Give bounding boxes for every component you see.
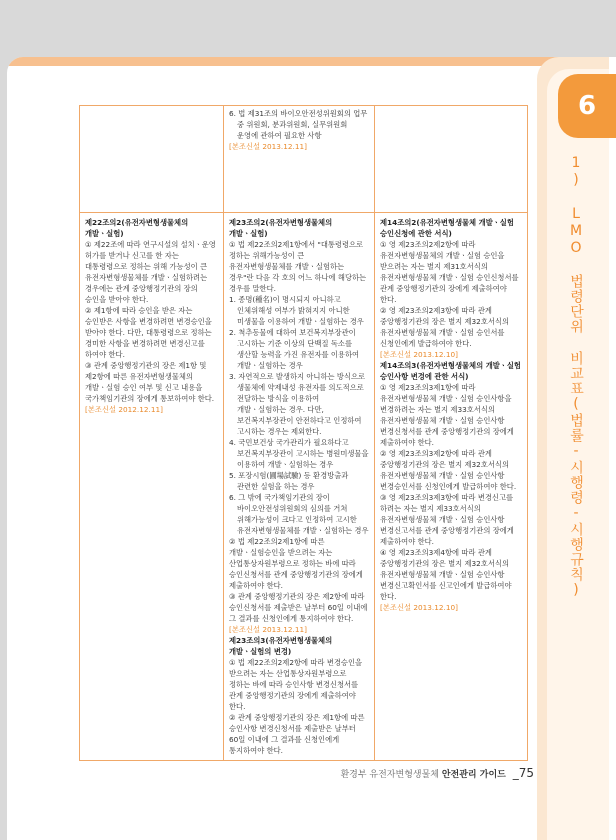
footer-guide: 안전관리 가이드	[441, 770, 506, 780]
cell-rule-empty	[375, 106, 528, 213]
paragraph: ② 영 제23조의3제2항에 따라 관계 중앙행정기관의 장은 별지 제32호서식의 유전자변형생물체 개발ㆍ실험 승인사항 변경승인서를 신청인에게 발급하여야 한다.	[380, 449, 517, 491]
paragraph: ② 관계 중앙행정기관의 장은 제1항에 따른 승인사항 변경신청서를 제출받은 날부터 60일 이내에 그 결과를 신청인에게 통지하여야 한다.	[229, 713, 365, 755]
article-title: 제23조의2(유전자변형생물체의 개발ㆍ실험)	[229, 218, 333, 238]
article-title: 제23조의3(유전자변형생물체의 개발ㆍ실험의 변경)	[229, 636, 333, 656]
list-item: 5. 포장시험(圃場試驗) 등 환경방출과 관련한 실험을 하는 경우	[229, 471, 349, 491]
list-item: 3. 자연적으로 발생하지 아니하는 방식으로 생물체에 약제내성 유전자를 의도적으로 전달하는 방식을 이용하여 개발ㆍ실험하는 경우. 다만, 보건복지부장관이 안전하다고 인정하여 고시하는 경우는 제외한다.	[229, 372, 366, 436]
cell-decree	[224, 213, 375, 761]
list-item: 2. 척추동물에 대하여 보건복지부장관이 고시하는 기준 이상의 단백질 독소를 생산할 능력을 가진 유전자를 이용하여 개발ㆍ실험하는 경우	[229, 328, 360, 370]
chapter-number: 6	[558, 74, 616, 138]
paragraph: ③ 영 제23조의3제3항에 따라 변경신고를 하려는 자는 별지 제33호서식의 유전자변형생물체 개발ㆍ실험 승인사항 변경신고서를 관계 중앙행정기관의 장에게 제출하여야 한다.	[380, 493, 514, 546]
cell-rule	[375, 213, 528, 761]
chapter-title: 1) LMO 법령단위 비교표(법률-시행령-시행규칙)	[568, 155, 584, 599]
enactment-tag: [본조신설 2013.12.10]	[380, 603, 458, 612]
page	[7, 57, 616, 840]
article-title: 제14조의2(유전자변형생물체 개발ㆍ실험 승인신청에 관한 서식)	[380, 218, 514, 238]
paragraph: ③ 관계 중앙행정기관의 장은 제1항 및 제2항에 따른 유전자변형생물체의 개발ㆍ실험 승인 여부 및 신고 내용을 국가책임기관의 장에게 통보하여야 한다.	[85, 361, 215, 403]
cell-decree-top	[224, 106, 375, 213]
paragraph: ① 제22조에 따라 연구시설의 설치ㆍ운영 허가를 받거나 신고를 한 자는 대통령령으로 정하는 위해 가능성이 큰 유전자변형생물체를 개발ㆍ실험하려는 경우에는 관계 중앙행정기관의 장의 승인을 받아야 한다.	[85, 240, 216, 304]
paragraph: ① 법 제22조의2제2항에 따라 변경승인을 받으려는 자는 산업통상자원부령으로 정하는 바에 따라 승인사항 변경신청서를 관계 중앙행정기관의 장에게 제출하여야 한다.	[229, 658, 363, 711]
cell-law	[80, 213, 224, 761]
page-number: _75	[512, 766, 534, 780]
decree-item-6: 6. 법 제31조의 바이오안전성위원회의 업무 중 위원회, 분과위원회, 실무위원회 운영에 관하여 필요한 사항	[229, 109, 368, 140]
paragraph: ① 법 제22조의2제1항에서 "대통령령으로 정하는 위해가능성이 큰 유전자변형생물체를 개발ㆍ실험하는 경우"란 다음 각 호의 어느 하나에 해당하는 경우를 말한다.	[229, 240, 367, 293]
paragraph: ② 제1항에 따라 승인을 받은 자는 승인받은 사항을 변경하려면 변경승인을 받아야 한다. 다만, 대통령령으로 정하는 경미한 사항을 변경하려면 변경신고를 하여야 한다.	[85, 306, 212, 359]
table-row	[80, 213, 528, 761]
paragraph: ① 영 제23조의2제2항에 따라 유전자변형생물체의 개발ㆍ실험 승인을 받으려는 자는 별지 제31호서식의 유전자변형생물체 개발ㆍ실험 승인신청서를 관계 중앙행정기관의 장에게 제출하여야 한다.	[380, 240, 519, 304]
paragraph: ④ 영 제23조의3제4항에 따라 관계 중앙행정기관의 장은 별지 제32호서식의 유전자변형생물체 개발ㆍ실험 승인사항 변경신고확인서를 신고인에게 발급하여야 한다.	[380, 548, 512, 601]
enactment-tag: [본조신설 2013.12.11]	[229, 142, 307, 151]
paragraph: ③ 관계 중앙행정기관의 장은 제2항에 따라 승인신청서를 제출받은 날부터 60일 이내에 그 결과를 신청인에게 통지하여야 한다.	[229, 592, 368, 623]
list-item: 6. 그 밖에 국가책임기관의 장이 바이오안전성위원회의 심의를 거쳐 위해가능성이 크다고 인정하여 고시한 유전자변형생물체를 개발ㆍ실험하는 경우	[229, 493, 369, 535]
cell-law-empty	[80, 106, 224, 213]
enactment-tag: [본조신설 2013.12.11]	[229, 625, 307, 634]
list-item: 4. 국민보건상 국가관리가 필요하다고 보건복지부장관이 고시하는 병원미생물을 이용하여 개발ㆍ실험하는 경우	[229, 438, 369, 469]
article-title: 제22조의2(유전자변형생물체의 개발ㆍ실험)	[85, 218, 189, 238]
table-row	[80, 106, 528, 213]
page-footer	[7, 766, 534, 780]
list-item: 1. 종명(種名)이 명시되지 아니하고 인체위해성 여부가 밝혀지지 아니한 미생물을 이용하여 개발ㆍ실험하는 경우	[229, 295, 364, 326]
paragraph: ① 영 제23조의3제1항에 따라 유전자변형생물체 개발ㆍ실험 승인사항을 변경하려는 자는 별지 제33호서식의 유전자변형생물체 개발ㆍ실험 승인사항 변경신청서를 관계 중앙행정기관의 장에게 제출하여야 한다.	[380, 383, 514, 447]
paragraph: ② 법 제22조의2제1항에 따른 개발ㆍ실험승인을 받으려는 자는 산업통상자원부령으로 정하는 바에 따라 승인신청서를 관계 중앙행정기관의 장에게 제출하여야 한다.	[229, 537, 363, 590]
article-title: 제14조의3(유전자변형생물체의 개발ㆍ실험 승인사항 변경에 관한 서식)	[380, 361, 521, 381]
enactment-tag: [본조신설 2012.12.11]	[85, 405, 163, 414]
enactment-tag: [본조신설 2013.12.10]	[380, 350, 458, 359]
top-accent-bar	[7, 57, 609, 66]
law-comparison-table	[79, 105, 528, 761]
paragraph: ② 영 제23조의2제3항에 따라 관계 중앙행정기관의 장은 별지 제32호서식의 유전자변형생물체 개발ㆍ실험 승인서를 신청인에게 발급하여야 한다.	[380, 306, 510, 348]
footer-publisher: 환경부 유전자변형생물체	[340, 770, 439, 780]
